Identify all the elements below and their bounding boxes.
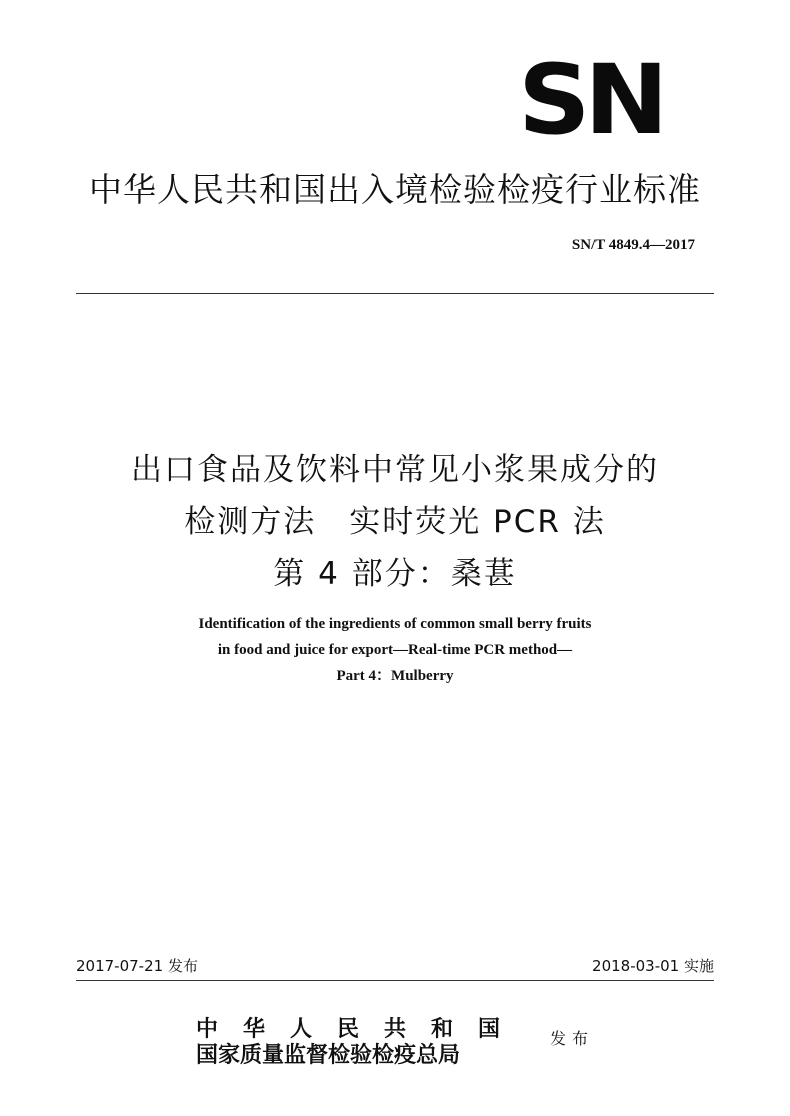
standard-code: SN/T 4849.4—2017 bbox=[571, 237, 695, 253]
chinese-title-line-2: 检测方法 实时荧光 PCR 法 bbox=[184, 504, 606, 540]
top-divider bbox=[76, 293, 714, 294]
english-title-line-1: Identification of the ingredients of common small berry fruits bbox=[198, 616, 592, 632]
english-title bbox=[0, 611, 790, 689]
issue-date: 2017-07-21 发布 bbox=[76, 957, 198, 975]
chinese-title-line-3: 第 4 部分：桑葚 bbox=[273, 556, 517, 592]
bottom-divider bbox=[76, 980, 714, 981]
organization-title: 中华人民共和国出入境检验检疫行业标准 bbox=[89, 170, 701, 209]
sn-logo: SN bbox=[518, 44, 663, 156]
implementation-date: 2018-03-01 实施 bbox=[592, 957, 714, 975]
chinese-title-line-1: 出口食品及饮料中常见小浆果成分的 bbox=[131, 452, 659, 488]
chinese-title bbox=[0, 444, 790, 600]
issuer-line-2: 国家质量监督检验检疫总局 bbox=[196, 1042, 461, 1068]
publish-label: 发布 bbox=[550, 1029, 595, 1048]
english-title-line-2: in food and juice for export—Real-time PCR method— bbox=[217, 642, 573, 658]
english-title-line-3: Part 4：Mulberry bbox=[336, 668, 454, 684]
issuer-line-1: 中华人民共和国 bbox=[196, 1016, 526, 1042]
